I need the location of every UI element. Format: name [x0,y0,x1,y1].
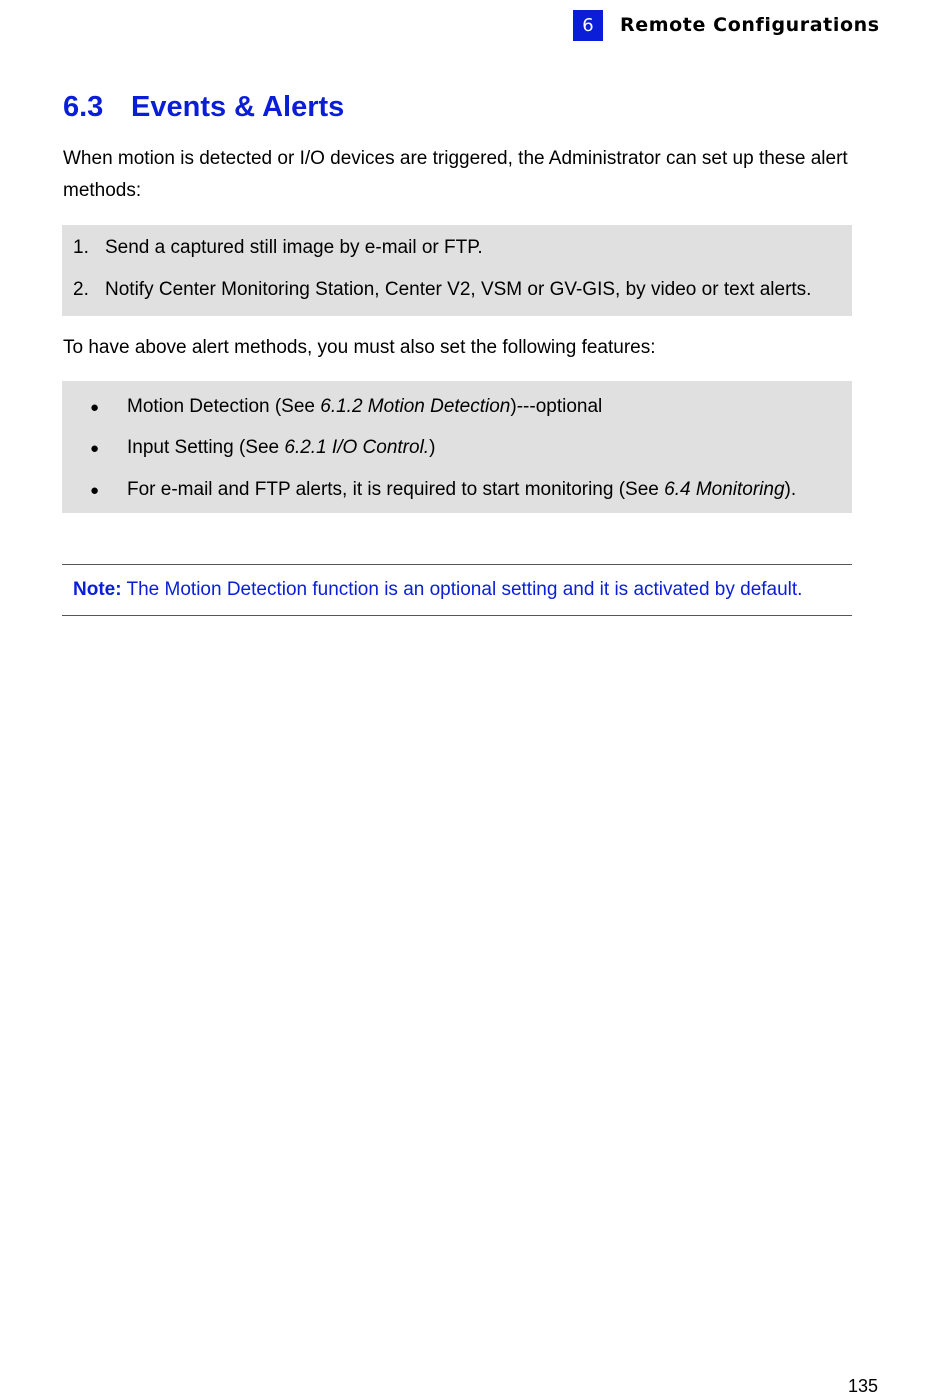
feature-item [90,479,796,501]
alert-method-item [73,237,483,259]
section-number: 6.3 [63,91,104,123]
feature-reference: 6.2.1 I/O Control. [284,437,430,458]
features-box [62,381,852,513]
feature-reference: 6.4 Monitoring [664,479,785,500]
note-body: The Motion Detection function is an optional setting and it is activated by default. [126,579,803,600]
chapter-title: Remote Configurations [620,14,880,36]
item-number: 1. [73,237,89,258]
page-number: 135 [847,1376,878,1396]
feature-text: Input Setting (See [127,437,285,458]
note-text [73,579,802,601]
feature-reference: 6.1.2 Motion Detection [320,396,511,417]
section-title: Events & Alerts [131,91,345,123]
feature-text-suffix: )---optional [510,396,603,417]
chapter-header [573,9,880,41]
feature-text: Motion Detection (See [127,396,321,417]
feature-text: For e-mail and FTP alerts, it is required to start monitoring (See [127,479,665,500]
item-text: Send a captured still image by e-mail or FTP. [105,237,483,258]
feature-item [90,437,435,459]
feature-item [90,396,602,418]
alert-method-item [73,279,811,301]
feature-text-suffix: ) [429,437,436,458]
bullet-icon: ● [90,399,100,416]
note-label: Note: [73,579,122,600]
bullet-icon: ● [90,440,100,457]
item-number: 2. [73,279,89,300]
note-box [62,564,852,616]
feature-text-suffix: ). [784,479,797,500]
section-heading [63,91,344,124]
intro-paragraph: When motion is detected or I/O devices are triggered, the Administrator can set up these alert methods: [63,148,848,201]
chapter-number-badge: 6 [573,10,603,41]
features-intro-paragraph: To have above alert methods, you must also set the following features: [63,337,656,358]
item-text: Notify Center Monitoring Station, Center V2, VSM or GV-GIS, by video or text alerts. [105,279,812,300]
alert-methods-box [62,225,852,316]
bullet-icon: ● [90,482,100,499]
